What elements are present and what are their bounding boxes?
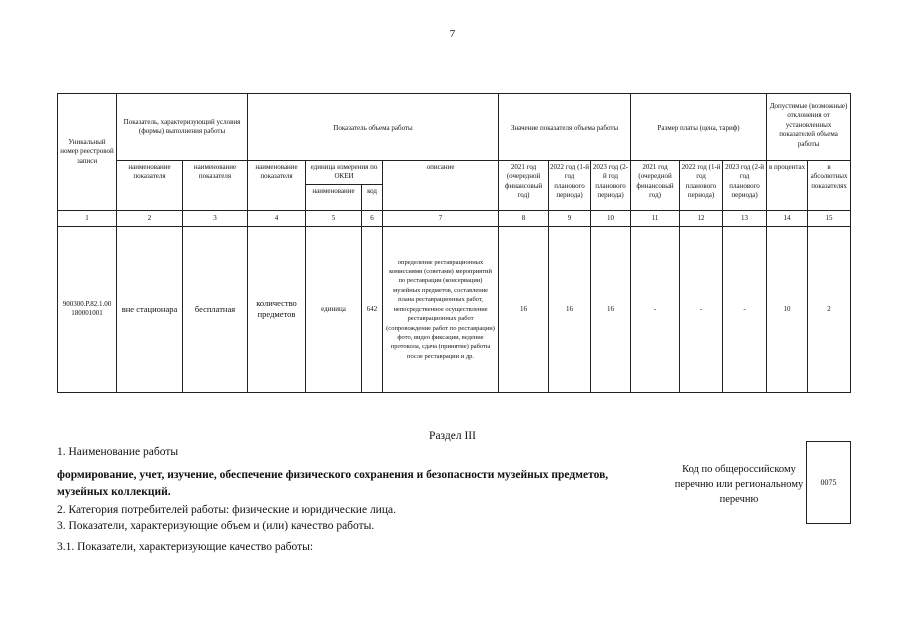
header-volume-indicator: Показатель объема работы bbox=[248, 94, 499, 161]
header-content-indicator: Показатель, характеризующий условия (формы) выполнения работы bbox=[117, 94, 248, 161]
header-in-absolute: в абсолютных показателях bbox=[808, 161, 851, 211]
cell-unit-name: единица bbox=[306, 226, 362, 392]
work-volume-table bbox=[57, 93, 851, 393]
header-volume-2023: 2023 год (2-й год планового периода) bbox=[591, 161, 631, 211]
header-in-percent: в процентах bbox=[767, 161, 808, 211]
cell-value-2022: 16 bbox=[549, 226, 591, 392]
header-volume-values: Значение показателя объема работы bbox=[499, 94, 631, 161]
cell-condition-1: вне стационара bbox=[117, 226, 183, 392]
col-number-11: 11 bbox=[631, 210, 680, 226]
header-unit-code: код bbox=[362, 184, 383, 210]
col-number-15: 15 bbox=[808, 210, 851, 226]
work-name: формирование, учет, изучение, обеспечение физического сохранения и безопасности музейных предметов, музейных коллекций. bbox=[57, 469, 609, 498]
header-indicator-name-1: наименование показателя bbox=[117, 161, 183, 211]
col-number-2: 2 bbox=[117, 210, 183, 226]
cell-condition-2: бесплатная bbox=[183, 226, 248, 392]
registry-code-box bbox=[806, 441, 851, 524]
registry-code-label: Код по общероссийскому перечню или региональному перечню bbox=[674, 464, 804, 506]
header-price-2022: 2022 год (1-й год планового периода) bbox=[680, 161, 723, 211]
header-price-2021: 2021 год (очередной финансовый год) bbox=[631, 161, 680, 211]
col-number-9: 9 bbox=[549, 210, 591, 226]
col-number-1: 1 bbox=[58, 210, 117, 226]
header-indicator-name-2: наименование показателя bbox=[183, 161, 248, 211]
header-price-2023: 2023 год (2-й год планового периода) bbox=[723, 161, 767, 211]
cell-price-2022: - bbox=[680, 226, 723, 392]
registry-code-value: 0075 bbox=[820, 478, 837, 487]
page-number: 7 bbox=[449, 28, 456, 40]
cell-registry-code: 900300.Р.82.1.00 180001001 bbox=[58, 226, 117, 392]
table-row bbox=[58, 226, 851, 392]
cell-price-2023: - bbox=[723, 226, 767, 392]
col-number-5: 5 bbox=[306, 210, 362, 226]
col-number-13: 13 bbox=[723, 210, 767, 226]
col-number-4: 4 bbox=[248, 210, 306, 226]
indicators-heading: 3. Показатели, характеризующие объем и (или) качество работы. bbox=[57, 520, 375, 532]
header-volume-2022: 2022 год (1-й год планового периода) bbox=[549, 161, 591, 211]
cell-deviation-absolute: 2 bbox=[808, 226, 851, 392]
quality-indicators-heading: 3.1. Показатели, характеризующие качество работы: bbox=[57, 541, 314, 553]
cell-indicator-name: количество предметов bbox=[248, 226, 306, 392]
cell-unit-code: 642 bbox=[362, 226, 383, 392]
header-unit-name: наименование bbox=[306, 184, 362, 210]
header-unit-okei: единица измерения по ОКЕИ bbox=[306, 161, 383, 185]
cell-value-2023: 16 bbox=[591, 226, 631, 392]
header-volume-2021: 2021 год (очередной финансовый год) bbox=[499, 161, 549, 211]
work-name-heading: 1. Наименование работы bbox=[57, 446, 179, 458]
header-indicator-name-3: наименование показателя bbox=[248, 161, 306, 211]
consumer-category: 2. Категория потребителей работы: физические и юридические лица. bbox=[57, 504, 396, 516]
col-number-3: 3 bbox=[183, 210, 248, 226]
header-deviation: Допустимые (возможные) отклонения от установленных показателей объема работы bbox=[767, 94, 851, 161]
header-registry-number: Уникальный номер реестровой записи bbox=[58, 94, 117, 211]
col-number-6: 6 bbox=[362, 210, 383, 226]
header-description: описание bbox=[383, 161, 499, 211]
col-number-10: 10 bbox=[591, 210, 631, 226]
cell-description: определение реставрационных комиссиями (советами) мероприятий по реставрации (консервации) музейных предметов, составление плана реставрационных работ, непосредственное осуществление реставрационных работ (сопровождение работ по реставрации) фото, видео фиксации, ведение протокола, сдача (принятие) работы после реставрации и др. bbox=[383, 226, 499, 392]
col-number-12: 12 bbox=[680, 210, 723, 226]
header-payment: Размер платы (цена, тариф) bbox=[631, 94, 767, 161]
section-title: Раздел III bbox=[429, 430, 476, 442]
cell-deviation-percent: 10 bbox=[767, 226, 808, 392]
col-number-8: 8 bbox=[499, 210, 549, 226]
cell-value-2021: 16 bbox=[499, 226, 549, 392]
cell-price-2021: - bbox=[631, 226, 680, 392]
col-number-7: 7 bbox=[383, 210, 499, 226]
col-number-14: 14 bbox=[767, 210, 808, 226]
